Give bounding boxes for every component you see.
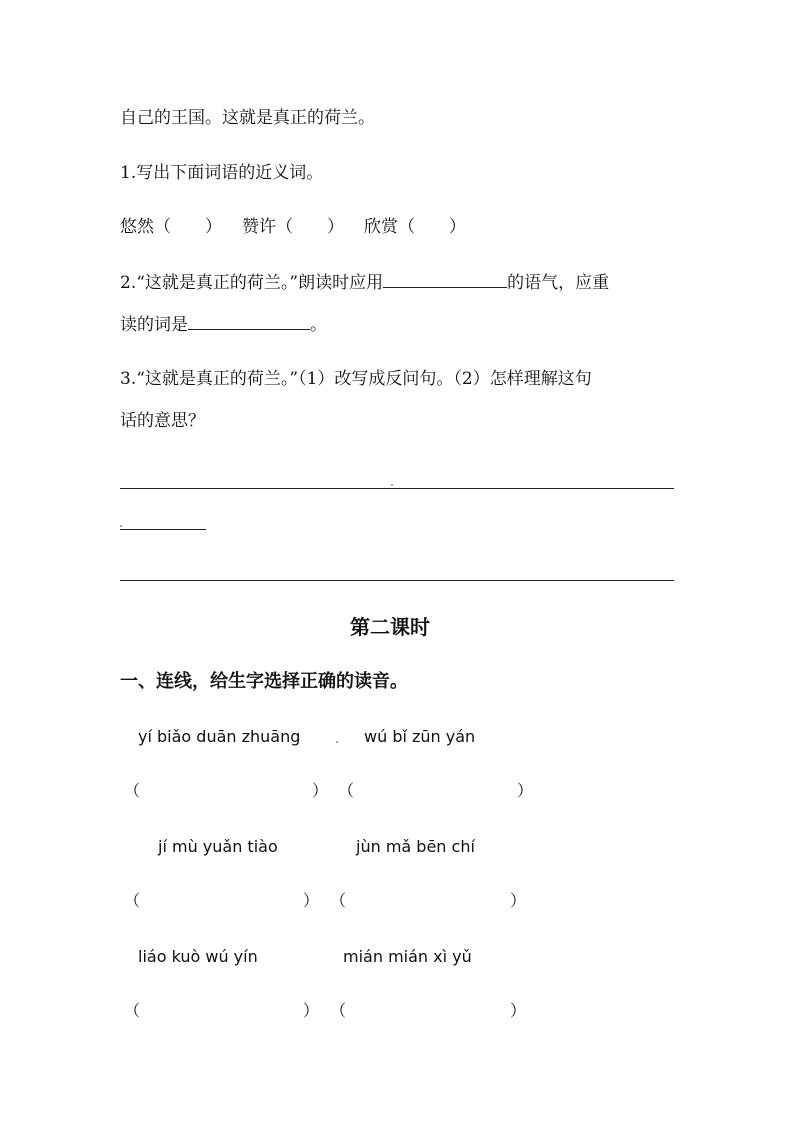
pinyin-left-3: liáo kuò wú yín bbox=[138, 947, 258, 966]
pinyin-left-2: jí mù yuǎn tiào bbox=[158, 837, 278, 856]
stray-mark bbox=[336, 741, 338, 743]
paren-open: （ bbox=[124, 1001, 141, 1020]
paren-close: ） bbox=[303, 891, 320, 910]
pinyin-right-1: wú bǐ zūn yán bbox=[364, 727, 476, 746]
paren-close: ） bbox=[510, 1001, 527, 1020]
question-3-line-1: 3.“这就是真正的荷兰。”（1）改写成反问句。（2）怎样理解这句 bbox=[120, 369, 592, 389]
passage-ending: 自己的王国。这就是真正的荷兰。 bbox=[120, 108, 375, 128]
question-3-line-2: 话的意思？ bbox=[120, 411, 205, 431]
question-1-words bbox=[120, 216, 466, 238]
pinyin-right-3: mián mián xì yǔ bbox=[343, 947, 472, 966]
paren-close: ） bbox=[303, 1001, 320, 1020]
question-2-line-1: 2.“这就是真正的荷兰。”朗读时应用 的语气，应重 bbox=[120, 273, 610, 293]
synonym-word-3: 欣赏（ ） bbox=[364, 217, 466, 237]
tone-answer-blank[interactable] bbox=[383, 271, 507, 288]
answer-line-3[interactable] bbox=[120, 580, 674, 581]
paren-open: （ bbox=[338, 781, 355, 800]
paren-open: （ bbox=[124, 781, 141, 800]
synonym-word-2: 赞许（ ） bbox=[242, 217, 344, 237]
synonym-word-1: 悠然（ ） bbox=[120, 217, 222, 237]
paren-close: ） bbox=[510, 891, 527, 910]
paren-open: （ bbox=[330, 891, 347, 910]
paren-close: ） bbox=[312, 781, 329, 800]
answer-line-1[interactable] bbox=[120, 488, 674, 489]
question-2-line-2: 读的词是 。 bbox=[120, 315, 327, 335]
section-1-title: 一、连线，给生字选择正确的读音。 bbox=[120, 671, 408, 692]
paren-open: （ bbox=[330, 1001, 347, 1020]
stray-mark bbox=[120, 525, 122, 527]
paren-close: ） bbox=[517, 781, 534, 800]
question-1-prompt: 1.写出下面词语的近义词。 bbox=[120, 163, 324, 183]
lesson-title: 第二课时 bbox=[350, 615, 430, 639]
pinyin-left-1: yí biǎo duān zhuāng bbox=[138, 727, 301, 746]
pinyin-right-2: jùn mǎ bēn chí bbox=[356, 837, 475, 856]
answer-line-2[interactable] bbox=[120, 529, 206, 530]
stray-mark bbox=[391, 484, 393, 486]
paren-open: （ bbox=[124, 891, 141, 910]
stress-word-blank[interactable] bbox=[188, 313, 310, 330]
